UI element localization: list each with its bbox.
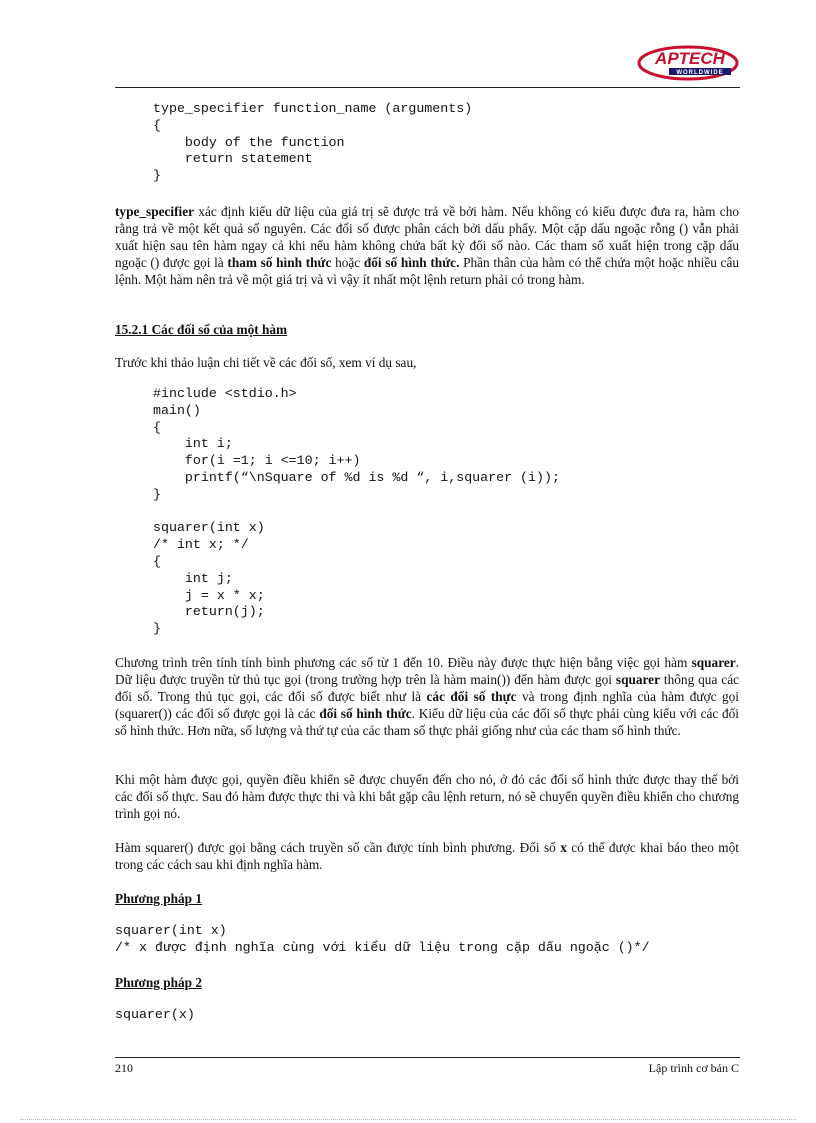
code-block-method-1 (115, 923, 650, 957)
code-line (153, 504, 560, 521)
logo-text: APTECH (655, 49, 725, 68)
code-line: { (153, 117, 161, 133)
code-line: squarer(x) (115, 1007, 195, 1022)
book-title: Lập trình cơ bản C (648, 1061, 739, 1075)
code-block-method-2 (115, 1007, 195, 1024)
code-block-syntax (153, 101, 472, 185)
header-divider (115, 87, 740, 88)
code-line: body of the function (153, 134, 345, 150)
intro-text: Trước khi thảo luận chi tiết về các đối số, xem ví dụ sau, (115, 355, 417, 370)
paragraph-explanation: Chương trình trên tính tính bình phương các số từ 1 đến 10. Điều này được thực hiện bằng việc gọi hàm squarer. Dữ liệu được truyền từ thủ tục gọi (trong trường hợp trên là hàm main()) đến hàm được gọi squarer thông qua các đối số. Trong thủ tục gọi, các đối số được biết như là các đối số thực và trong định nghĩa của hàm được gọi (squarer()) các đối số được gọi là các đối số hình thức. Kiểu dữ liệu của các đối số thực phải cùng kiểu với các đối số hình thức. Hơn nữa, số lượng và thứ tự của các tham số thực phải giống như của các tham số hình thức. (115, 655, 739, 738)
method-1-heading: Phương pháp 1 (115, 891, 203, 906)
code-line: printf(“\nSquare of %d is %d “, i,squarer (i)); (153, 469, 560, 485)
code-line: { (153, 419, 161, 435)
code-line: } (153, 168, 161, 184)
section-heading: 15.2.1 Các đối số của một hàm (115, 322, 288, 337)
code-line: /* x được định nghĩa cùng với kiểu dữ liệu trong cặp dấu ngoặc ()*/ (115, 939, 650, 955)
footer-divider (115, 1057, 740, 1058)
term-type-specifier: type_specifier (115, 204, 195, 219)
code-line: for(i =1; i <=10; i++) (153, 453, 361, 469)
code-line: squarer(int x) (115, 923, 227, 938)
page-bottom-border (20, 1119, 796, 1120)
code-line: squarer(int x) (153, 520, 265, 536)
code-line: /* int x; */ (153, 537, 249, 553)
code-line: { (153, 553, 161, 569)
code-line: j = x * x; (153, 587, 265, 603)
code-line: } (153, 621, 161, 637)
code-line: int i; (153, 436, 233, 452)
logo-subtext: WORLDWIDE (676, 70, 724, 76)
code-line: return(j); (153, 604, 265, 620)
page-number: 210 (115, 1061, 133, 1075)
code-line: } (153, 486, 161, 502)
method-2-heading: Phương pháp 2 (115, 975, 203, 990)
code-line: main() (153, 402, 201, 418)
paragraph-control-flow: Khi một hàm được gọi, quyền điều khiển sẽ được chuyển đến cho nó, ở đó các đối số hình thức được thay thế bởi các đối số thực. Sau đó hàm được thực thi và khi bắt gặp câu lệnh return, nó sẽ chuyển quyền điều khiển cho chương trình gọi nó. (115, 772, 739, 821)
paragraph-type-specifier: type_specifier xác định kiểu dữ liệu của giá trị sẽ được trả về bởi hàm. Nếu không có kiểu được đưa ra, hàm cho rằng trả về một kết quả số nguyên. Các đối số được phân cách bởi dấu phẩy. Một cặp dấu ngoặc rỗng () vẫn phải xuất hiện sau tên hàm ngay cả khi nếu hàm không chứa bất kỳ đối số nào. Các tham số xuất hiện trong cặp dấu ngoặc () được gọi là tham số hình thức hoặc đối số hình thức. Phần thân của hàm có thể chứa một hoặc nhiều câu lệnh. Một hàm nên trả về một giá trị và vì vậy ít nhất một lệnh return phải có trong hàm. (115, 204, 739, 287)
code-block-example (153, 386, 560, 638)
code-line: return statement (153, 151, 313, 167)
code-line: type_specifier function_name (arguments) (153, 101, 473, 116)
code-line: #include <stdio.h> (153, 386, 297, 401)
code-line: int j; (153, 570, 233, 586)
paragraph-squarer-call: Hàm squarer() được gọi bằng cách truyền số cần được tính bình phương. Đối số x có thể được khai báo theo một trong các cách sau khi định nghĩa hàm. (115, 840, 739, 872)
aptech-logo (637, 45, 739, 81)
